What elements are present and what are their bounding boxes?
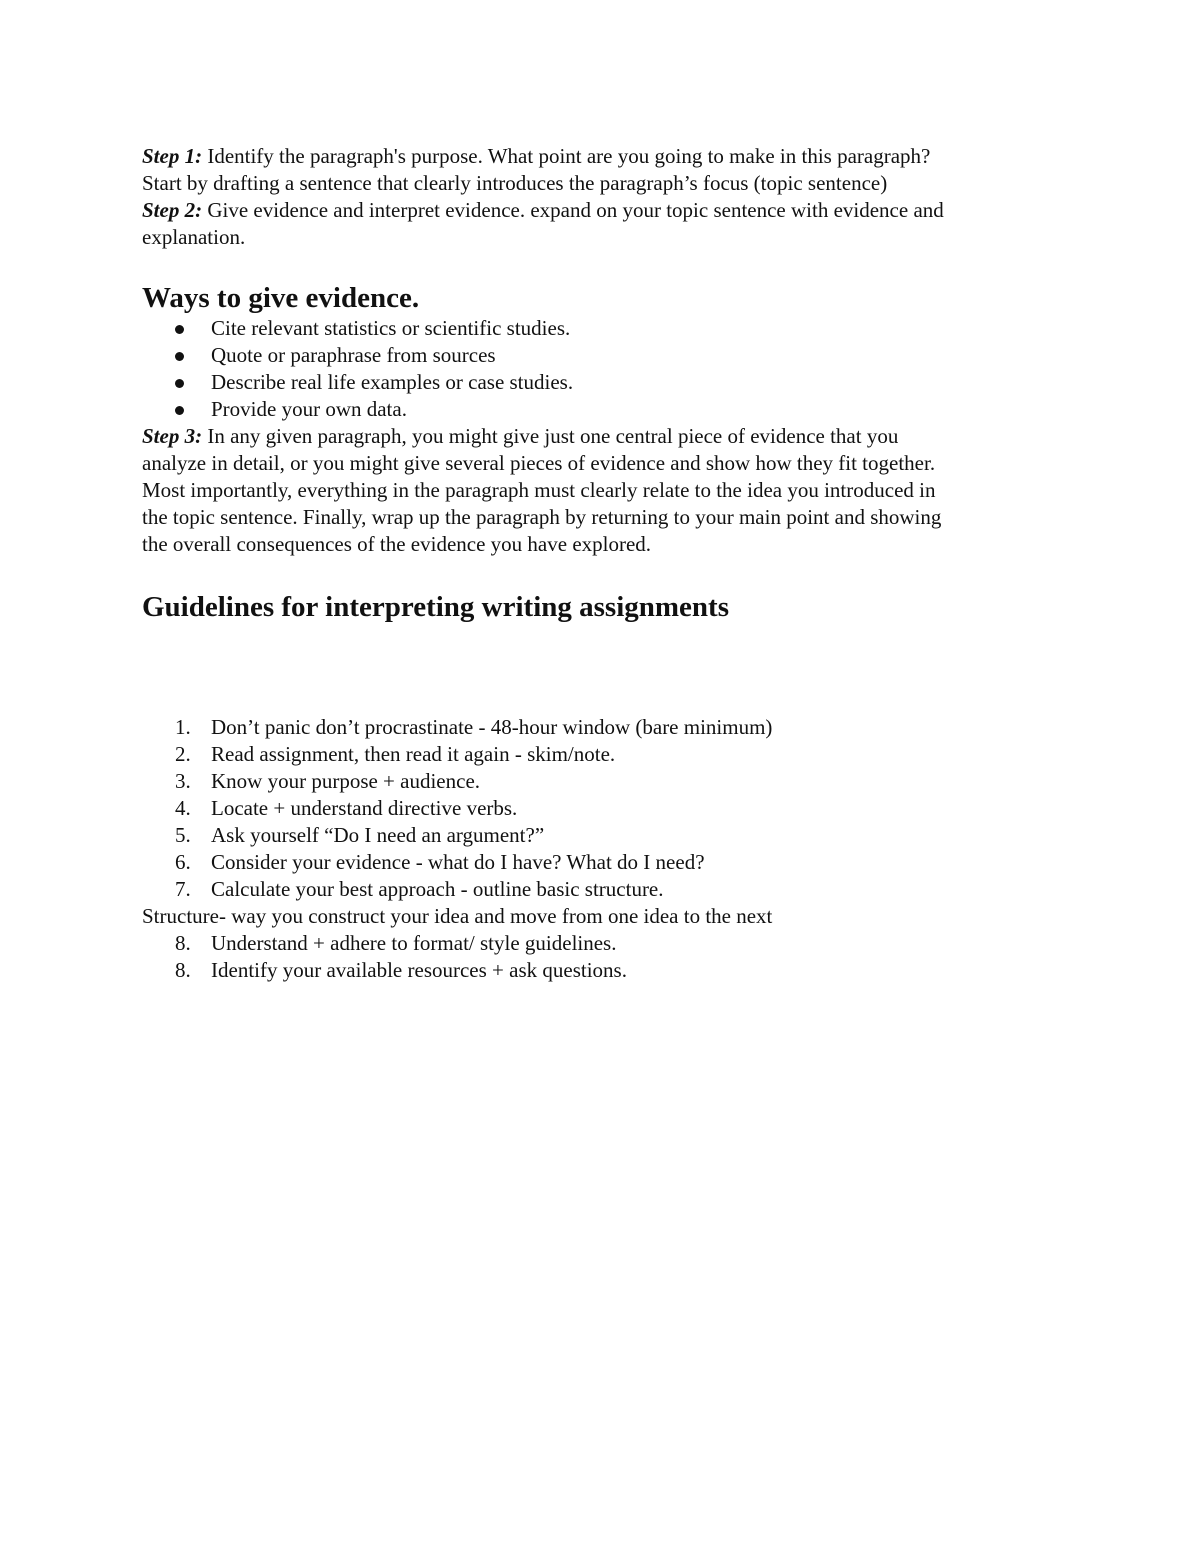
step-2-text: Give evidence and interpret evidence. expand on your topic sentence with evidence and — [202, 198, 944, 222]
list-number: 3. — [175, 769, 191, 793]
list-item — [142, 714, 1062, 741]
list-item-text: Consider your evidence - what do I have? What do I need? — [211, 850, 705, 874]
step-3-line-4: the topic sentence. Finally, wrap up the paragraph by returning to your main point and showing — [142, 505, 942, 529]
list-item — [142, 342, 1062, 369]
list-number: 8. — [175, 931, 191, 955]
step-3-line-3: Most importantly, everything in the paragraph must clearly relate to the idea you introduced in — [142, 478, 936, 502]
list-item-text: Read assignment, then read it again - skim/note. — [211, 742, 616, 766]
bullet-icon — [175, 406, 184, 415]
list-item-text: Don’t panic don’t procrastinate - 48-hour window (bare minimum) — [211, 715, 773, 739]
list-number: 4. — [175, 796, 191, 820]
step-3-line-1 — [142, 423, 1062, 450]
list-item-text: Cite relevant statistics or scientific studies. — [211, 316, 571, 340]
step-1-line-2: Start by drafting a sentence that clearly introduces the paragraph’s focus (topic sentence) — [142, 171, 888, 195]
document-body — [142, 143, 1062, 984]
list-item — [142, 315, 1062, 342]
list-item-text: Ask yourself “Do I need an argument?” — [211, 823, 545, 847]
list-item-text: Know your purpose + audience. — [211, 769, 481, 793]
list-item — [142, 768, 1062, 795]
step-1-paragraph — [142, 143, 1062, 197]
step-3-paragraph — [142, 423, 1062, 558]
list-item-text: Provide your own data. — [211, 397, 407, 421]
ways-heading: Ways to give evidence. — [142, 282, 420, 314]
step-3-line-2: analyze in detail, or you might give several pieces of evidence and show how they fit together. — [142, 451, 936, 475]
bullet-icon — [175, 325, 184, 334]
list-item-text: Describe real life examples or case studies. — [211, 370, 574, 394]
step-3-text: In any given paragraph, you might give just one central piece of evidence that you — [202, 424, 899, 448]
list-item — [142, 930, 1062, 957]
list-number: 5. — [175, 823, 191, 847]
step-2-line-2: explanation. — [142, 225, 246, 249]
step-2-line-1 — [142, 197, 1062, 224]
list-number: 1. — [175, 715, 191, 739]
guidelines-heading: Guidelines for interpreting writing assignments — [142, 591, 729, 623]
list-item-text: Calculate your best approach - outline basic structure. — [211, 877, 664, 901]
list-item-text: Understand + adhere to format/ style guidelines. — [211, 931, 617, 955]
bullet-icon — [175, 352, 184, 361]
guidelines-list — [142, 714, 1062, 903]
list-item — [142, 849, 1062, 876]
step-3-line-5: the overall consequences of the evidence you have explored. — [142, 532, 652, 556]
list-number: 6. — [175, 850, 191, 874]
step-2-paragraph — [142, 197, 1062, 251]
list-number: 7. — [175, 877, 191, 901]
list-item — [142, 822, 1062, 849]
list-number: 2. — [175, 742, 191, 766]
list-item-text: Quote or paraphrase from sources — [211, 343, 496, 367]
step-1-line-1 — [142, 143, 1062, 170]
list-item — [142, 876, 1062, 903]
step-1-label: Step 1: — [142, 144, 203, 168]
step-1-text: Identify the paragraph's purpose. What point are you going to make in this paragraph? — [202, 144, 931, 168]
list-item-text: Identify your available resources + ask questions. — [211, 958, 627, 982]
list-item-text: Locate + understand directive verbs. — [211, 796, 518, 820]
list-number: 8. — [175, 958, 191, 982]
step-3-label: Step 3: — [142, 424, 203, 448]
structure-note: Structure- way you construct your idea and move from one idea to the next — [142, 904, 773, 928]
guidelines-list-continued — [142, 930, 1062, 984]
list-item — [142, 741, 1062, 768]
list-item — [142, 369, 1062, 396]
list-item — [142, 396, 1062, 423]
list-item — [142, 795, 1062, 822]
step-2-label: Step 2: — [142, 198, 203, 222]
blank-space — [142, 624, 1062, 714]
list-item — [142, 957, 1062, 984]
bullet-icon — [175, 379, 184, 388]
evidence-list — [142, 315, 1062, 423]
